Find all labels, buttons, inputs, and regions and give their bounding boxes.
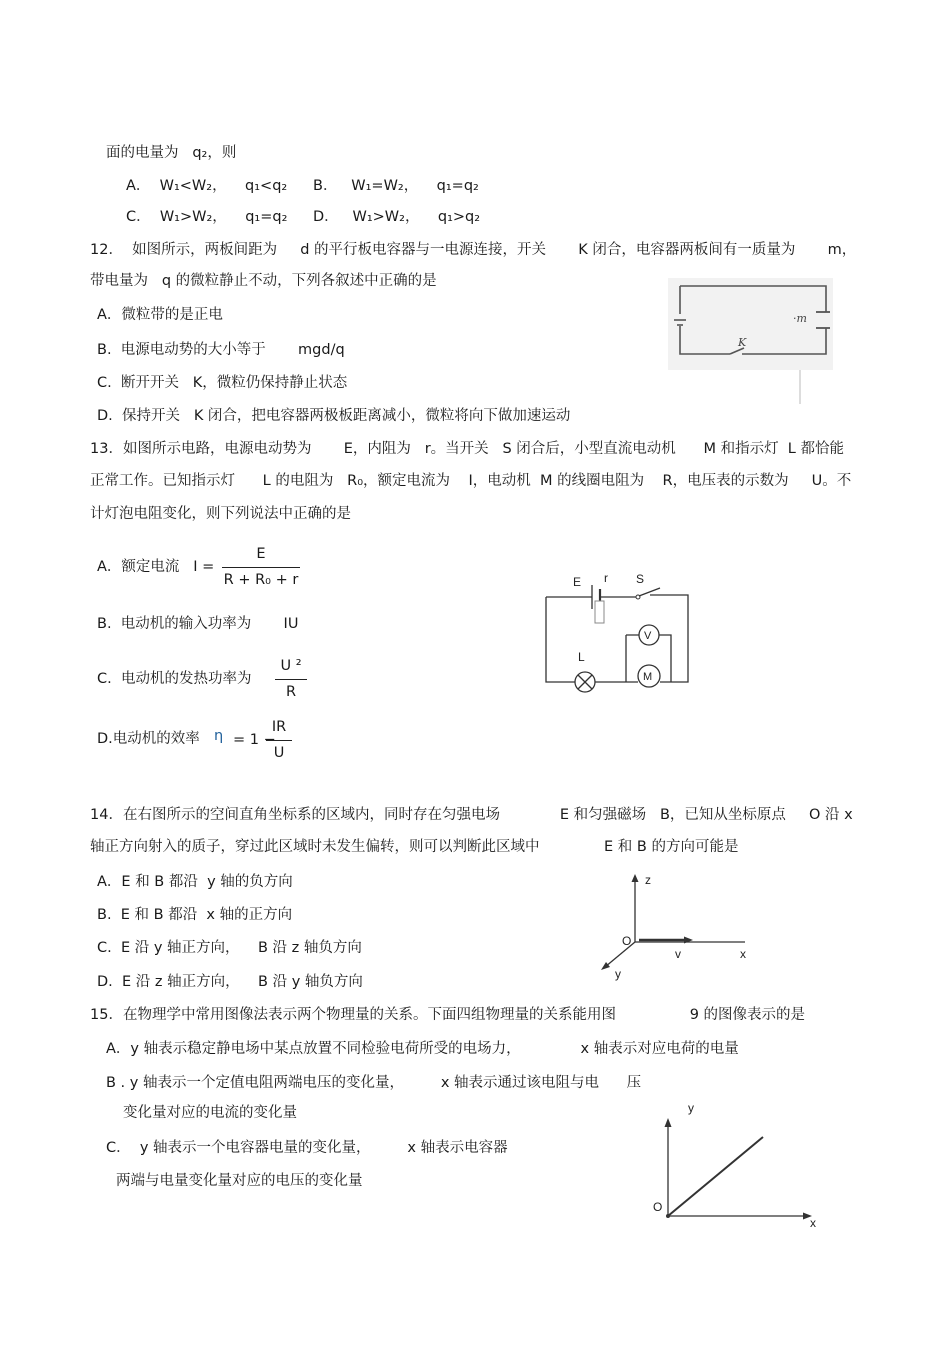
q14-option-a: A．E 和 B 都沿 y 轴的负方向 [97, 874, 293, 890]
q13-option-d-label: D.电动机的效率 [97, 731, 200, 747]
q13-a-numerator: E [256, 546, 266, 562]
q12-option-b: B. 电源电动势的大小等于 mgd/q [97, 342, 345, 358]
q13-fig-r-label: r [604, 571, 608, 585]
q13-option-c-fraction [275, 656, 307, 702]
q13-option-c-label: C. 电动机的发热功率为 [97, 671, 252, 687]
q12-m-label: ·m [793, 312, 807, 325]
q14-option-b: B. E 和 B 都沿 x 轴的正方向 [97, 907, 293, 923]
q14-fig-z-label: z [645, 873, 651, 887]
q13-option-a-fraction [222, 544, 300, 590]
q13-fig-e-label: E [573, 575, 582, 589]
q14-stem-line1: 14．在右图所示的空间直角坐标系的区域内，同时存在匀强电场 E 和匀强磁场 B，已知从坐标原点 O 沿 x [90, 807, 853, 823]
q14-fig-y-label: y [615, 967, 621, 981]
q12-option-a: A．微粒带的是正电 [97, 307, 223, 323]
q15-stem: 15．在物理学中常用图像法表示两个物理量的关系。下面四组物理量的关系能用图 9 的图像表示的是 [90, 1007, 806, 1023]
q13-option-b: B. 电动机的输入功率为 IU [97, 616, 299, 632]
q13-option-a-label: A．额定电流 I = [97, 559, 215, 575]
q13-d-numerator: IR [271, 719, 287, 735]
q15-option-b-line2: 变化量对应的电流的变化量 [123, 1105, 297, 1121]
q14-fig-v-label: v [675, 947, 681, 961]
q14-fig-o-label: O [622, 934, 632, 948]
q15-fig-x-label: x [810, 1216, 816, 1230]
q13-eta-symbol: η [214, 728, 224, 744]
q15-fig-o-label: O [653, 1200, 663, 1214]
q14-option-d: D. E 沿 z 轴正方向， B 沿 y 轴负方向 [97, 974, 363, 990]
q15-fig-y-label: y [688, 1101, 694, 1115]
q15-line-graph-figure [648, 1098, 828, 1233]
q13-stem-line3: 计灯泡电阻变化，则下列说法中正确的是 [90, 506, 351, 522]
q13-fig-m-label: M [643, 671, 653, 683]
q12-capacitor-circuit-figure [668, 278, 833, 406]
q13-stem-line1: 13．如图所示电路，电源电动势为 E，内阻为 r。当开关 S 闭合后，小型直流电动机 M 和指示灯 L 都恰能 [90, 441, 844, 457]
q12-stem-line2: 带电量为 q 的微粒静止不动，下列各叙述中正确的是 [90, 273, 437, 289]
q13-fig-s-label: S [636, 572, 645, 586]
q12-option-c: C. 断开开关 K，微粒仍保持静止状态 [97, 375, 348, 391]
q13-c-numerator: U ² [280, 658, 302, 674]
q13-stem-line2: 正常工作。已知指示灯 L 的电阻为 R₀，额定电流为 I，电动机 M 的线圈电阻为 R，电压表的示数为 U。不 [90, 473, 852, 489]
q12-option-d: D. 保持开关 K 闭合，把电容器两极板距离减小，微粒将向下做加速运动 [97, 408, 571, 424]
q11-option-b: B． W₁=W₂， q₁=q₂ [313, 178, 479, 194]
q11-option-d: D． W₁>W₂， q₁>q₂ [313, 209, 481, 225]
q11-option-a: A． W₁<W₂， q₁<q₂ [126, 178, 288, 194]
q15-option-c-line2: 两端与电量变化量对应的电压的变化量 [116, 1173, 363, 1189]
q13-a-denominator: R + R₀ + r [223, 572, 299, 588]
q14-stem-line2: 轴正方向射入的质子，穿过此区域时未发生偏转，则可以判断此区域中 E 和 B 的方向可能是 [90, 839, 739, 855]
q15-option-a: A．y 轴表示稳定静电场中某点放置不同检验电荷所受的电场力， x 轴表示对应电荷的电量 [106, 1041, 739, 1057]
q13-motor-circuit-figure [538, 570, 698, 700]
q14-coordinate-axes-figure [595, 868, 765, 983]
q12-stem-line1: 12． 如图所示，两板间距为 d 的平行板电容器与一电源连接，开关 K 闭合，电容器两板间有一质量为 m， [90, 242, 857, 258]
q15-option-b-line1: B . y 轴表示一个定值电阻两端电压的变化量， x 轴表示通过该电阻与电 压 [106, 1075, 642, 1091]
q13-fig-v-label: V [644, 630, 652, 642]
q13-d-denominator: U [273, 745, 285, 761]
q13-fig-l-label: L [578, 650, 585, 664]
q11-option-c: C． W₁>W₂， q₁=q₂ [126, 209, 288, 225]
q12-k-label: K [738, 336, 747, 349]
q11-stem-continuation: 面的电量为 q₂，则 [106, 145, 237, 161]
q14-option-c: C. E 沿 y 轴正方向， B 沿 z 轴负方向 [97, 940, 362, 956]
q14-fig-x-label: x [740, 947, 746, 961]
q13-option-d-fraction [266, 717, 292, 763]
q13-option-d-equals: = 1 − [233, 732, 276, 748]
q15-option-c-line1: C． y 轴表示一个电容器电量的变化量， x 轴表示电容器 [106, 1140, 508, 1156]
q13-c-denominator: R [285, 684, 297, 700]
